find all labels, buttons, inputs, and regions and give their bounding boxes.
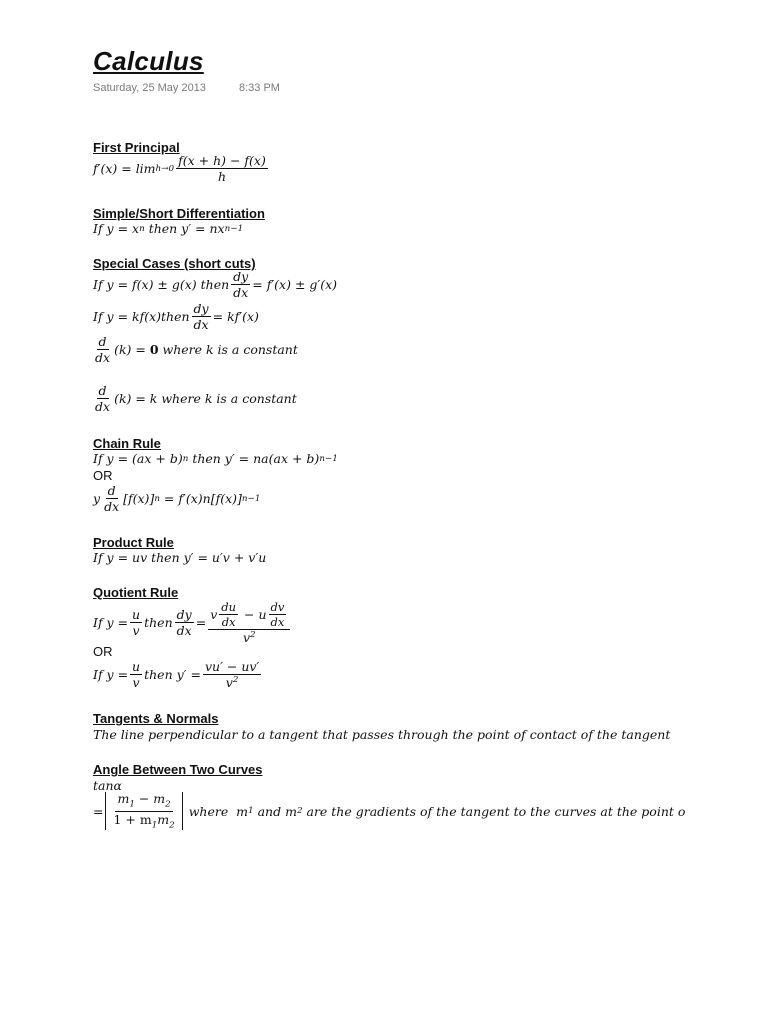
note-time: 8:33 PM xyxy=(239,82,280,94)
formula-sum-rule: If y = f(x) ± g(x) then $\frac{dy}{dx}$ = f′(x) ± g′(x) xyxy=(93,269,338,301)
heading-tangents-normals: Tangents & Normals xyxy=(93,711,219,726)
formula-chain-rule-1: If y = (ax + b) n then y′ = na(ax + b) n−1 xyxy=(93,451,338,466)
page-title: Calculus xyxy=(93,46,204,76)
formula-chain-rule-2: y $\frac{d}{dx}$ [f(x)] n = f′(x)n[f(x)] n−1 xyxy=(93,483,261,515)
heading-simple-differentiation: Simple/Short Differentiation xyxy=(93,206,265,221)
formula-simple-differentiation: If y = x n then y′ = nx n−1 xyxy=(93,221,244,236)
formula-quotient-rule-1: If y = $\frac{u}{v}$ then $\frac{dy}{dx}$ = v $\frac{du}{dx}$ − u $\frac{dv}{dx}$ $v^2$ xyxy=(93,601,292,644)
heading-quotient-rule: Quotient Rule xyxy=(93,585,179,600)
tangent-normal-definition: The line perpendicular to a tangent that passes through the point of contact of the tangent xyxy=(93,727,671,742)
formula-first-principal: f′(x) = lim h→0 $\frac{f(x + h) - f(x)}{h}$ xyxy=(93,153,266,185)
formula-angle-between-curves: = $\frac{m_1 - m_2}{1 + m_1m_2}$ where m 1 and m 2 are the gradients of the tangent to the curves at the point o xyxy=(93,791,686,831)
formula-constant-multiple: If y = kf(x)then $\frac{dy}{dx}$ = kf′(x) xyxy=(93,301,259,333)
formula-quotient-rule-2: If y = $\frac{u}{v}$ then y′ = $\frac{vu' - uv'}{v^2}$ xyxy=(93,659,260,691)
note-date: Saturday, 25 May 2013 xyxy=(93,82,206,94)
formula-product-rule: If y = uv then y′ = u′v + v′u xyxy=(93,550,267,565)
or-label: OR xyxy=(93,468,113,483)
heading-product-rule: Product Rule xyxy=(93,535,174,550)
heading-first-principal: First Principal xyxy=(93,140,180,155)
heading-angle-between-curves: Angle Between Two Curves xyxy=(93,762,263,777)
heading-chain-rule: Chain Rule xyxy=(93,436,161,451)
heading-special-cases: Special Cases (short cuts) xyxy=(93,256,256,271)
formula-derivative-constant-zero: $\frac{d}{dx}$ (k) = 0 where k is a constant xyxy=(95,334,298,366)
formula-derivative-constant-k: $\frac{d}{dx}$ (k) = k where k is a constant xyxy=(95,383,297,415)
or-label: OR xyxy=(93,644,113,659)
tan-alpha-label: tanα xyxy=(93,778,122,793)
